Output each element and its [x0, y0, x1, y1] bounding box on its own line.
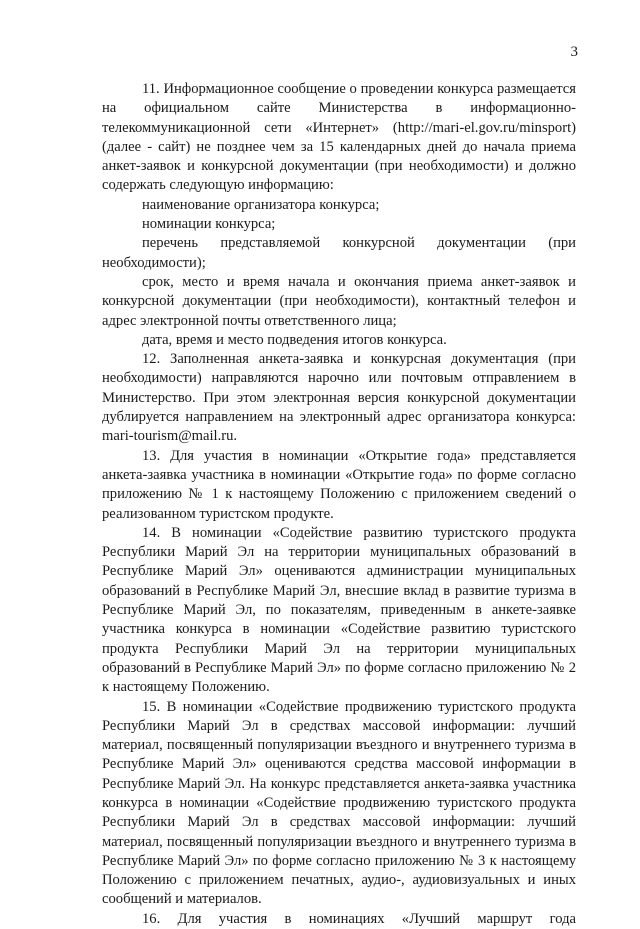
paragraph-12: 12. Заполненная анкета-заявка и конкурсная документация (при необходимости) направляются нарочно или почтовым отправлением в Министерство. При этом электронная версия конкурсной документации дублируется направлением на электронный адрес организатора конкурса: mari-tourism@mail.ru.	[102, 351, 576, 445]
paragraph-15: 15. В номинации «Содействие продвижению туристского продукта Республики Марий Эл в средствах массовой информации: лучший материал, посвященный популяризации въездного и внутреннего туризма в Республике Марий Эл» оцениваются средства массовой информации в Республике Марий Эл. На конкурс представляется анкета-заявка участника конкурса в номинации «Содействие продвижению туристского продукта Республики Марий Эл в средствах массовой информации: лучший материал, посвященный популяризации въездного и внутреннего туризма в Республике Марий Эл» по форме согласно приложению № 3 к настоящему Положению с приложением печатных, аудио-, аудиовизуальных и иных сообщений и материалов.	[102, 698, 576, 908]
list-item-documentation: перечень представляемой конкурсной документации (при необходимости);	[102, 235, 576, 271]
page-number: 3	[570, 44, 578, 60]
paragraph-13: 13. Для участия в номинации «Открытие года» представляется анкета-заявка участника в номинации «Открытие года» по форме согласно приложению № 1 к настоящему Положению с приложением сведений о реализованном туристском продукте.	[102, 447, 576, 522]
paragraph-16: 16. Для участия в номинациях «Лучший маршрут года	[142, 910, 576, 927]
paragraph-11: 11. Информационное сообщение о проведении конкурса размещается на официальном сайте Министерства в информационно-телекоммуникационной сети «Интернет» (http://mari-el.gov.ru/minsport) (далее - сайт) не позднее чем за 15 календарных дней до начала приема анкет-заявок и конкурсной документации (при необходимости) и должно содержать следующую информацию:	[102, 81, 576, 194]
list-item-dates-contacts: срок, место и время начала и окончания приема анкет-заявок и конкурсной документации (при необходимости), контактный телефон и адрес электронной почты ответственного лица;	[102, 273, 576, 329]
list-item-organizer: наименование организатора конкурса;	[142, 196, 380, 213]
paragraph-14: 14. В номинации «Содействие развитию туристского продукта Республики Марий Эл на территории муниципальных образований в Республике Марий Эл» оцениваются администрации муниципальных образований в Республике Марий Эл, внесшие вклад в развитие туризма в Республике Марий Эл, по показателям, приведенным в анкете-заявке участника конкурса в номинации «Содействие развитию туристского продукта Республики Марий Эл на территории муниципальных образований в Республике Марий Эл» по форме согласно приложению № 2 к настоящему Положению.	[102, 524, 576, 696]
document-body	[102, 80, 576, 929]
list-item-results: дата, время и место подведения итогов конкурса.	[142, 331, 447, 348]
list-item-nominations: номинации конкурса;	[142, 216, 276, 233]
